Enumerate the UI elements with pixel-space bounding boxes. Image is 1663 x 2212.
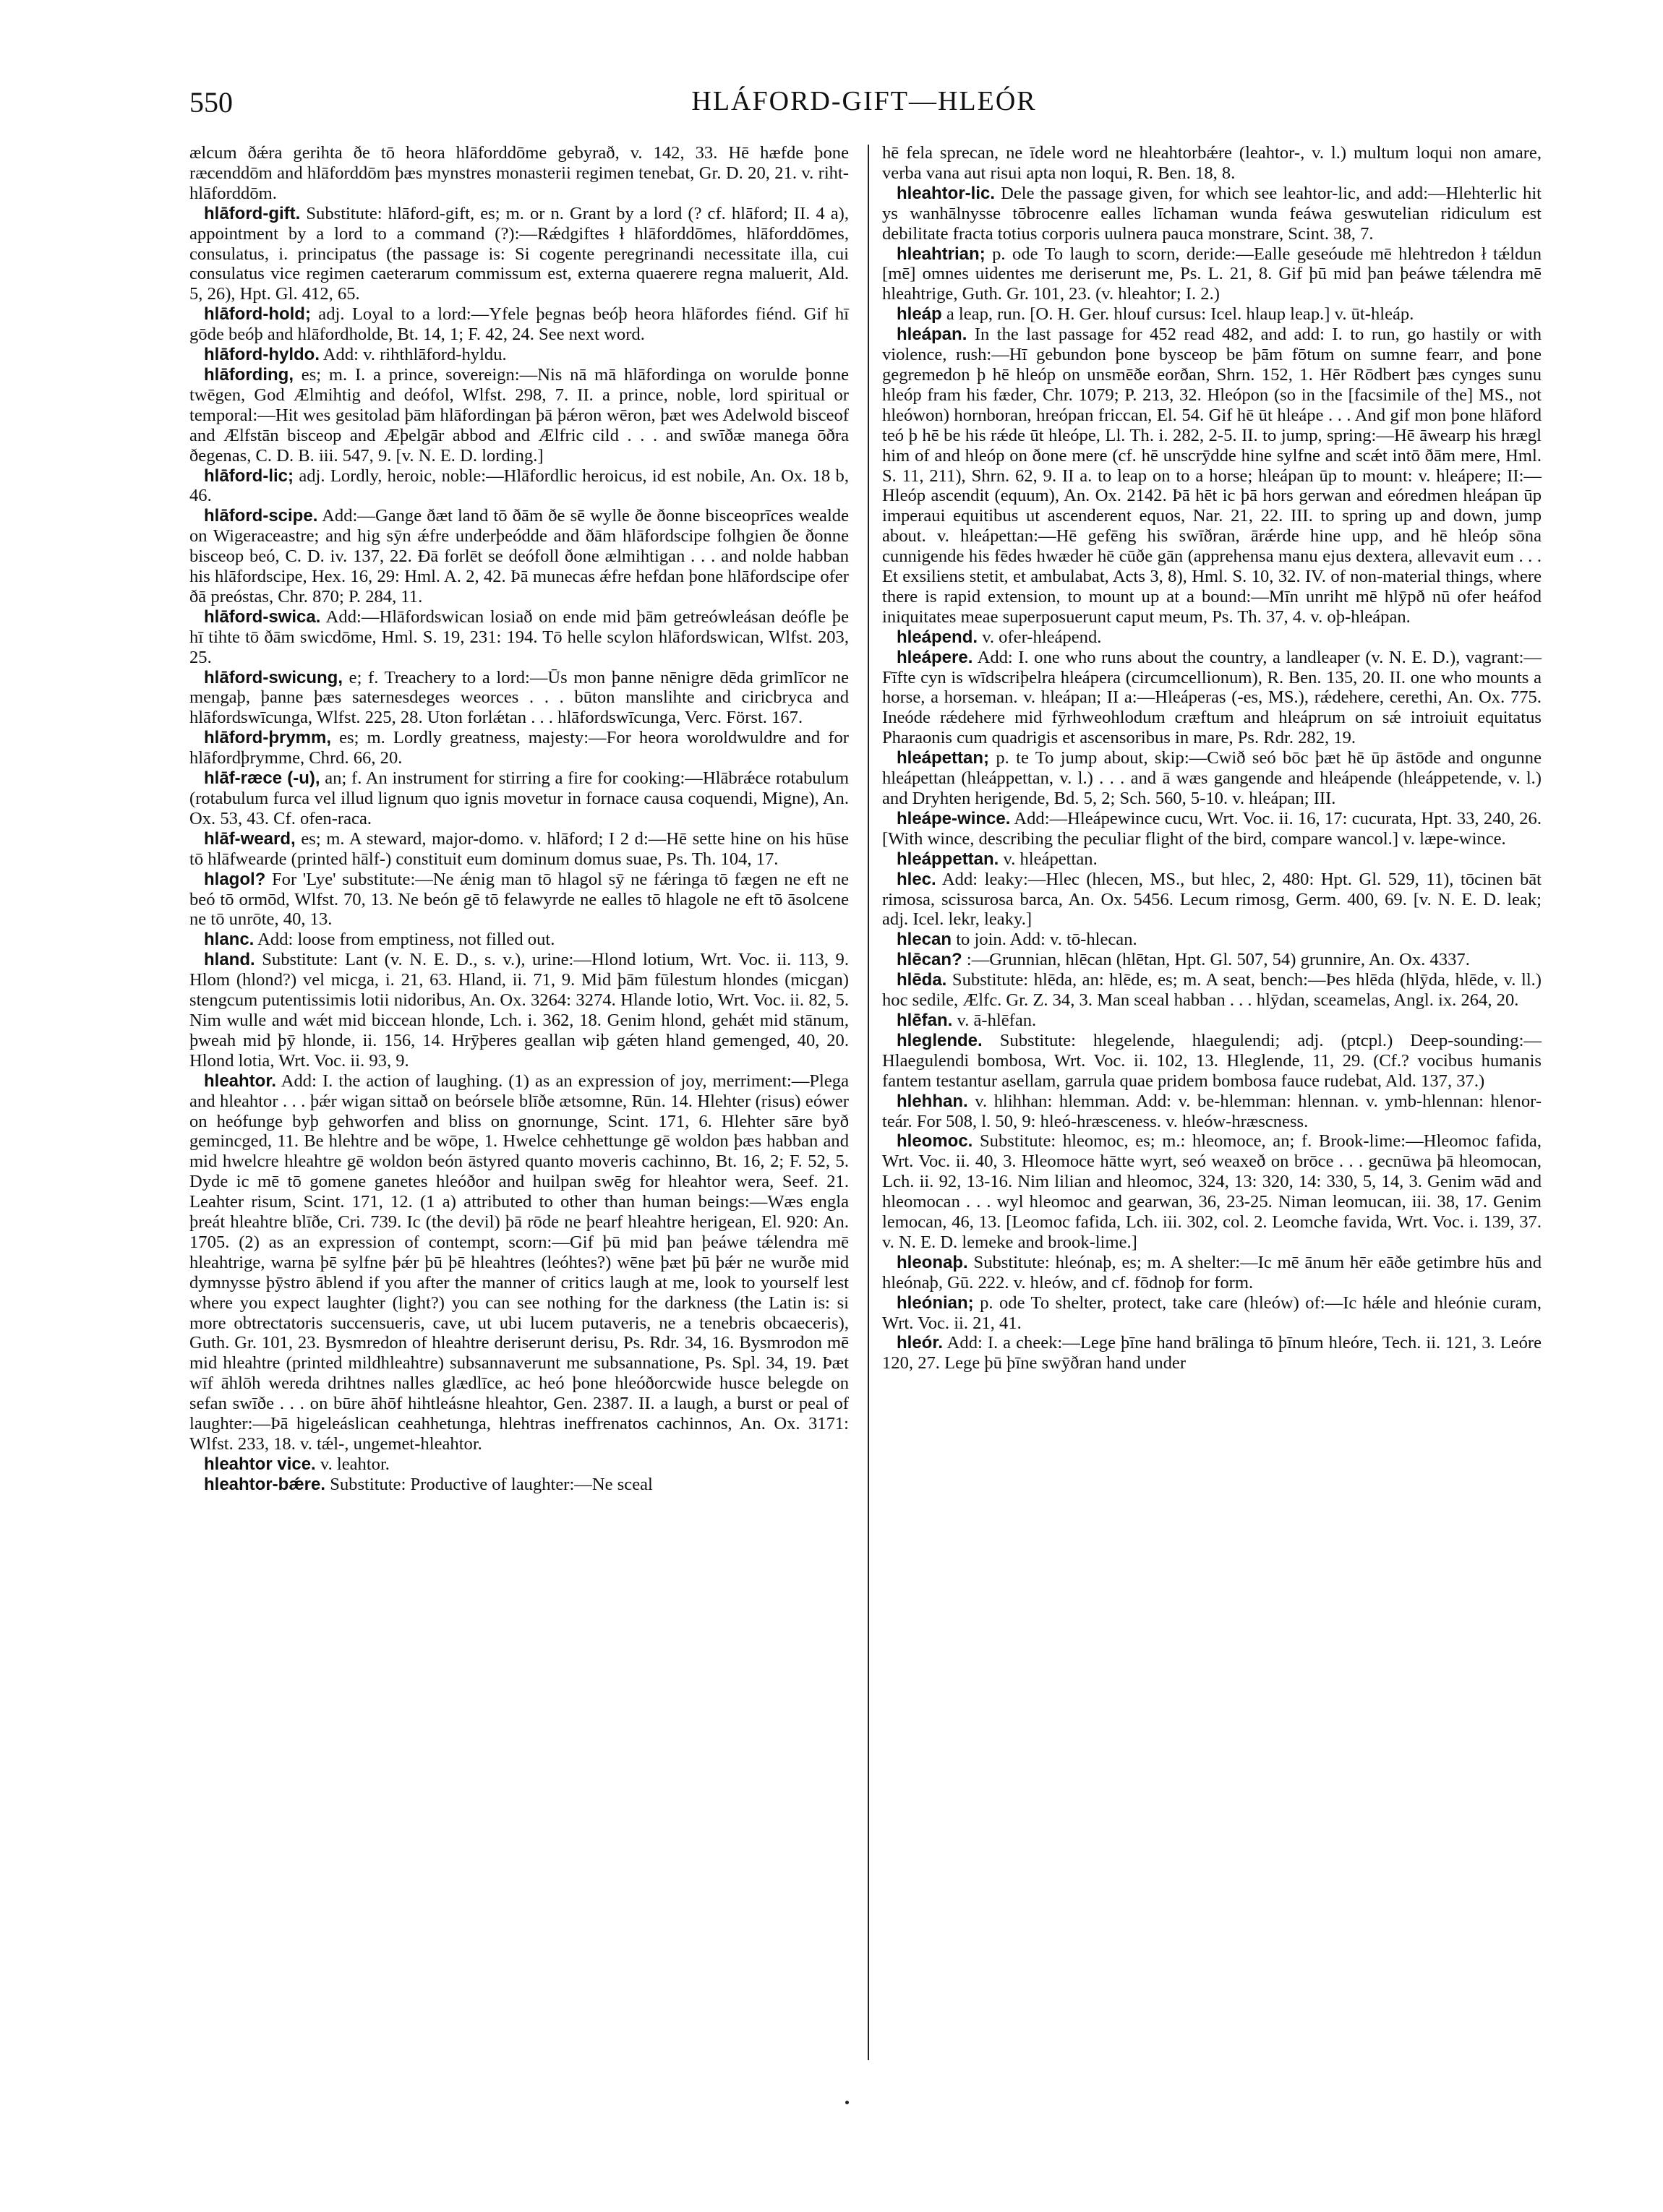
entry-text: es; m. A steward, major-domo. v. hlāford; I 2 d:—Hē sette hine on his hūse tō hlāfwearde (printed hālf-) constituit eum dominum domus suae, Ps. Th. 104, 17.: [189, 828, 849, 869]
left-column: [189, 143, 849, 1495]
entry-text: :—Grunnian, hlēcan (hlētan, Hpt. Gl. 507, 54) grunnire, An. Ox. 4337.: [966, 950, 1470, 970]
dictionary-entry: [189, 829, 849, 870]
entry-text: p. te To jump about, skip:—Cwið seó bōc þæt hē ūp āstōde and ongunne hleápettan (hleáppettan, v. l.) . . . and ā wæs gangende and hleápende (hleáppetende, v. l.) and Dryhten herigende, Bd. 5, 2; Sch. 560, 5-10. v. hleápan; III.: [882, 748, 1542, 808]
dictionary-entry: [882, 304, 1542, 325]
entry-headword: hleahtor.: [204, 1071, 277, 1091]
entry-headword: hlāford-hold;: [204, 304, 311, 325]
dictionary-entry: [189, 304, 849, 345]
entry-headword: hlāford-þrymm,: [204, 728, 332, 748]
entry-headword: hleglende.: [897, 1030, 983, 1050]
entry-text: e; f. Treachery to a lord:—Ūs mon þanne nēnigre dēda grimlīcor ne mengaþ, þanne þæs saternesdeges weorces . . . būton manslihte and ciricbryca and hlāfordswīcunga, Wlfst. 225, 28. Uton forlǽtan . . . hlāfordswīcunga, Verc. Först. 167.: [189, 667, 849, 728]
entry-headword: hleahtor-bǽre.: [204, 1474, 326, 1494]
entry-headword: hleápe-wince.: [897, 808, 1011, 828]
entry-text: es; m. Lordly greatness, majesty:—For heora woroldwuldre and for hlāfordþrymme, Chrd. 66, 20.: [189, 728, 849, 768]
entry-headword: hlagol?: [204, 869, 266, 889]
entry-headword: hleáppettan.: [897, 849, 999, 869]
entry-text: Substitute: Lant (v. N. E. D., s. v.), urine:—Hlond lotium, Wrt. Voc. ii. 113, 9. Hlom (hlond?) vel micga, i. 21, 63. Hland, ii. 71, 9. Mid þām fūlestum hlondes (micgan) stengcum putentissimis lotii nidoribus, An. Ox. 3264: 3274. Hlande lotio, Wrt. Voc. ii. 82, 5. Nim wulle and wǽt mid biccean hlonde, Lch. i. 362, 18. Genim hlond, gehǽt mid stānum, þweah mid þȳ hlonde, ii. 156, 14. Hrȳþeres geallan wiþ gǽten hland gemenged, 40, 20. Hlond lotia, Wrt. Voc. ii. 93, 9.: [189, 950, 850, 1071]
dictionary-entry: [882, 184, 1542, 244]
entry-headword: hleápettan;: [897, 748, 990, 768]
entry-headword: hlēda.: [897, 970, 947, 990]
entry-headword: hlāford-gift.: [204, 203, 301, 223]
entry-headword: hlanc.: [204, 930, 255, 950]
dictionary-entry: [189, 1475, 849, 1495]
dictionary-entry: [882, 870, 1542, 930]
entry-headword: hland.: [204, 950, 255, 970]
entry-text: Substitute: hlegelende, hlaegulendi; adj. (ptcpl.) Deep-sounding:—Hlaegulendi bombosa, Wrt. Voc. ii. 102, 13. Hleglende, 11, 29. (Cf.? vocibus humanis fantem testantur asellam, garrula quae pridem bombosa fauce rudebat, Ald. 137, 37.): [882, 1030, 1542, 1091]
dictionary-entry: [189, 607, 849, 668]
entry-headword: hlēcan?: [897, 950, 962, 970]
dictionary-entry: [882, 1253, 1542, 1293]
dictionary-entry: [882, 143, 1542, 184]
dictionary-entry: [189, 506, 849, 607]
entry-headword: hleáp: [897, 304, 942, 325]
dictionary-entry: [189, 143, 849, 204]
dictionary-entry: [882, 748, 1542, 809]
entry-headword: hleonaþ.: [897, 1252, 968, 1272]
entry-text: es; m. I. a prince, sovereign:—Nis nā mā hlāfordinga on worulde þonne twēgen, God Ælmihtig and deófol, Wlfst. 298, 7. II. a prince, noble, lord spiritual or temporal:—Hit wes gesitolad þām hlāfordingan þā þǽron wēron, þæt wes Adelwold bisceof and Ælfstān bisceop and Æþelgār abbod and Ælfric cild . . . and swīðæ manega ōðra ðegenas, C. D. B. iii. 547, 9. [v. N. E. D. lording.]: [189, 364, 849, 466]
entry-headword: hleahtor-lic.: [897, 183, 996, 203]
entry-headword: hleahtor vice.: [204, 1454, 316, 1474]
entry-text: v. hleápettan.: [1003, 849, 1098, 869]
entry-text: In the last passage for 452 read 482, and add: I. to run, go hastily or with violence, rush:—Hī gebundon þone bysceop be þām fōtum on sumne fearr, and þone gegremedon þ hē hleóp on unsmēðe eorðan, Shrn. 152, 1. Hēr Rōdbert þæs cynges sunu hleóp fram his fæder, Chr. 1079; P. 213, 32. Hleópon (so in the [facsimile of the] MS., not hleówon) hornboran, hreópan friccan, El. 54. Gif hē ūt hleápe . . . And gif mon þone hlāford teó þ hē be his rǽde ūt hleópe, Ll. Th. i. 282, 2-5. II. to jump, spring:—Hē āwearp his hrægl him of and hleóp on ðone mere (cf. hē unscrȳdde hine sylfne and scǽt intō ðām mere, Hml. S. 11, 211), Shrn. 62, 9. II a. to leap on to a horse; hleápan ūp to mount: v. hleápere; II:—Hleóp ascendit (equum), An. Ox. 2142. Þā hēt ic þā hors gerwan and eóredmen hleápan ūp imperaui equitibus ut ascenderent equos, Nar. 21, 22. III. to spring up and down, jump about. v. hleápettan:—Hē gefēng his swīðran, ārǽrde hine upp, and hē hleóp sōna cunnigende his fēdes hwæder hē cūðe gān (apprehensa manu ejus dextera, allevavit eum . . . Et exsiliens stetit, et ambulabat, Acts 3, 8), Hml. S. 10, 32. IV. of non-material things, where there is rapid extension, to mount up at a bound:—Mīn unriht mē hlȳpð nū ofer heáfod iniquitates meae superposuerunt caput meum, Ps. Th. 37, 4. v. oþ-hleápan.: [882, 325, 1542, 627]
dictionary-entry: [189, 668, 849, 729]
entry-headword: hleónian;: [897, 1293, 974, 1313]
entry-text: For 'Lye' substitute:—Ne ǽnig man tō hlagol sȳ ne fǽringa tō fægen ne eft ne beó tō ormōd, Wlfst. 70, 13. Ne beón gē tō felawyrde ne ealles tō hlagole ne eft tō āsolcene ne tō unrōte, 40, 13.: [189, 869, 849, 930]
entry-text: Add: v. rihthlāford-hyldu.: [322, 345, 507, 365]
dictionary-entry: [189, 1454, 849, 1475]
dictionary-entry: [882, 950, 1542, 970]
entry-headword: hlāford-hyldo.: [204, 345, 320, 365]
entry-headword: hlāford-swicung,: [204, 667, 343, 687]
entry-headword: hlāford-lic;: [204, 466, 294, 486]
entry-text: p. ode To laugh to scorn, deride:—Ealle geseóude mē hlehtredon ł tǽldun [mē] omnes uidentes me deriserunt me, Ps. L. 21, 8. Gif þū mid þan þeáwe tǽlendra mē hleahtrige, Guth. Gr. 101, 23. (v. hleahtor; I. 2.): [882, 244, 1542, 304]
entry-headword: hlecan: [897, 930, 952, 950]
page-number: 550: [189, 86, 233, 119]
entry-headword: hleomoc.: [897, 1131, 973, 1152]
entry-headword: hlāford-scipe.: [204, 506, 318, 526]
dictionary-entry: [189, 345, 849, 365]
entry-text: Dele the passage given, for which see leahtor-lic, and add:—Hlehterlic hit ys wanhālnysse tōbrocenre ealles līchaman wunda feáwa geswutelian ridiculum est debilitate fracta totius corporis uulnera pauca monstrare, Scint. 38, 7.: [882, 183, 1542, 244]
dictionary-entry: [882, 1011, 1542, 1031]
entry-text: p. ode To shelter, protect, take care (hleów) of:—Ic hǽle and hleónie curam, Wrt. Voc. ii. 21, 41.: [882, 1293, 1542, 1333]
entry-text: to join. Add: v. tō-hlecan.: [956, 930, 1137, 950]
running-title: HLÁFORD-GIFT—HLEÓR: [691, 86, 1037, 116]
dictionary-entry: [882, 627, 1542, 648]
dictionary-entry: [882, 1293, 1542, 1334]
entry-text: Add: I. a cheek:—Lege þīne hand brālinga tō þīnum hleóre, Tech. ii. 121, 3. Leóre 120, 27. Lege þū þīne swȳðran hand under: [882, 1333, 1542, 1373]
entry-text: v. hlihhan: hlemman. Add: v. be-hlemman: hlennan. v. ymb-hlennan: hlenor-teár. For 508, l. 50, 9: hleó-hræsceness. v. hleów-hræscness.: [882, 1091, 1542, 1131]
dictionary-entry: [882, 970, 1542, 1011]
entry-headword: hlehhan.: [897, 1091, 968, 1111]
entry-headword: hlāf-ræce (-u),: [204, 768, 320, 789]
dictionary-entry: [189, 1071, 849, 1454]
entry-headword: hleápan.: [897, 325, 967, 345]
entry-headword: hlāford-swica.: [204, 606, 321, 627]
footer-mark: [845, 2101, 849, 2104]
entry-text: Substitute: hleomoc, es; m.: hleomoce, an; f. Brook-lime:—Hleomoc fafida, Wrt. Voc. ii. 40, 3. Hleomoce hātte wyrt, seó weaxeð on brōce . . . gecnūwa þā hleomocan, Lch. ii. 92, 13-16. Nim lilian and hleomoc, 324, 13: 320, 14: 330, 5, 14, 3. Genim wād and hleomocan . . . wyl hleomoc and gearwan, 36, 23-25. Niman leomucan, iii. 38, 17. Genim lemocan, 46, 13. [Leomoc fafida, Lch. iii. 302, col. 2. Leomche favida, Wrt. Voc. i. 139, 37. v. N. E. D. lemeke and brook-lime.]: [882, 1131, 1542, 1252]
dictionary-entry: [189, 870, 849, 930]
dictionary-entry: [882, 1333, 1542, 1373]
entry-headword: hleahtrian;: [897, 244, 986, 264]
entry-headword: hlāf-weard,: [204, 828, 296, 849]
entry-text: Add: loose from emptiness, not filled out.: [257, 930, 555, 950]
entry-text: Substitute: Productive of laughter:—Ne sceal: [330, 1474, 653, 1494]
dictionary-entry: [882, 930, 1542, 950]
dictionary-entry: [882, 849, 1542, 870]
entry-text: ælcum ðǽra gerihta ðe tō heora hlāforddōme gebyrað, v. 142, 33. Hē hæfde þone ræcenddōm and hlāforddōm þæs mynstres monasterii regimen tenebat, Gr. D. 20, 21. v. riht-hlāforddōm.: [189, 143, 849, 203]
dictionary-entry: [189, 930, 849, 950]
column-divider: [868, 145, 869, 2060]
entry-headword: hleápere.: [897, 647, 973, 667]
dictionary-entry: [189, 950, 849, 1071]
entry-text: Add: I. the action of laughing. (1) as an expression of joy, merriment:—Plega and hleahtor . . . þǽr wigan sittað on beórsele blīðe ætsomne, Rūn. 14. Hlehter (risus) eówer on heófunge byþ gehworfen and bliss on gnornunge, Scint. 171, 6. Hlehter sāre byð gemincged, 11. Be hlehtre and be wōpe, 1. Hwelce cehhettunge gē woldon þæs habban and mid hwelcre hleahtre gē woldon beón āstyred quanto moveris cachinno, Bt. 16, 2; F. 52, 5. Dyde ic mē tō gomene ganetes hleóðor and huilpan swēg for hleahtor wera, Seef. 21. Leahter risum, Scint. 171, 12. (1 a) attributed to other than human beings:—Wæs engla þreát hleahtre blīðe, Cri. 739. Ic (the devil) þā rōde ne þearf hleahtre herigean, El. 920: An. 1705. (2) as an expression of contempt, scorn:—Gif þū mid þan þeáwe tǽlendra mē hleahtrige, warna þē sylfne þǽr þū þē hleahtres (leóhtes?) wēne þæt þū þǽr ne wurðe mid dymnysse þȳstro āblend if you after the manner of critics laugh at me, look to yourself lest where you expect laughter (light?) you can see nothing for the darkness (the Latin is: si more obtrectatoris succensueris, cave, ut ubi lucem putaveris, ne a tenebris obcaeceris), Guth. Gr. 101, 23. Bysmredon of hleahtre deriserunt derisu, Ps. Rdr. 34, 16. Bysmrodon mē mid hleahtre (printed mildhleahtre) subsannaverunt me subsannatione, Ps. Spl. 34, 19. Þæt wīf āhlōh wereda drihtnes nalles glædlīce, ac heó þone hleóðorcwide husce belegde on sefan swīðe . . . on būre āhōf hihtleásne hleahtor, Gen. 2387. II. a laugh, a burst or peal of laughter:—Þā higeleáslican ceahhetunga, hlehtras ineffrenatos cachinnos, An. Ox. 3171: Wlfst. 233, 18. v. tǽl-, ungemet-hleahtor.: [189, 1071, 850, 1454]
entry-text: Add:—Gange ðæt land tō ðām ðe sē wylle ðe ðonne bisceoprīces wealde on Wigeraceastre; and hig sȳn ǽfre underþeódde and ðām hlāfordscipe folhgien ðe ðonne bisceop beó, C. D. iv. 137, 22. Ðā forlēt se deófoll ðone ælmihtigan . . . and nolde habban his hlāfordscipe, Hex. 16, 29: Hml. A. 2, 42. Þā munecas ǽfre hefdan þone hlāfordscipe ofer ðā preóstas, Chr. 870; P. 284, 11.: [189, 506, 849, 606]
entry-text: an; f. An instrument for stirring a fire for cooking:—Hlābrǽce rotabulum (rotabulum furca vel illud lignum quo ignis movetur in fornace causa coquendi, Migne), An. Ox. 53, 43. Cf. ofen-raca.: [189, 768, 849, 828]
dictionary-entry: [882, 244, 1542, 305]
right-column: [882, 143, 1542, 1373]
dictionary-entry: [882, 325, 1542, 627]
entry-headword: hleápend.: [897, 627, 978, 647]
dictionary-entry: [882, 1031, 1542, 1092]
entry-text: Add: I. one who runs about the country, a landleaper (v. N. E. D.), vagrant:—Fīfte cyn is wīdscriþelra hleápera (circumcellionum), R. Ben. 135, 20. II. one who mounts a horse, a horseman. v. hleápan; II a:—Hleáperas (-es, MS.), rǽdehere, cerethi, An. Ox. 775. Ineóde rǽdehere mid fȳrhweohlodum cræftum and hleáprum on sǽ introiuit equitatus Pharaonis cum quadrigis et ascensoribus in mare, Ps. Rdr. 282, 19.: [882, 647, 1542, 748]
entry-text: adj. Loyal to a lord:—Yfele þegnas beóþ heora hlāfordes fiénd. Gif hī gōde beóþ and hlāfordholde, Bt. 14, 1; F. 42, 24. See next word.: [189, 304, 849, 345]
entry-text: Substitute: hleónaþ, es; m. A shelter:—Ic mē ānum hēr eāðe getimbre hūs and hleónaþ, Gū. 222. v. hleów, and cf. fōdnoþ for form.: [882, 1252, 1542, 1293]
dictionary-entry: [189, 768, 849, 829]
entry-text: hē fela sprecan, ne īdele word ne hleahtorbǽre (leahtor-, v. l.) multum loqui non amare, verba vana aut risui apta non loqui, R. Ben. 18, 8.: [882, 143, 1542, 183]
dictionary-entry: [882, 1092, 1542, 1132]
dictionary-entry: [882, 648, 1542, 749]
entry-text: Substitute: hlēda, an: hlēde, es; m. A seat, bench:—Þes hlēda (hlȳda, hlēde, v. ll.) hoc sedile, Ælfc. Gr. Z. 34, 3. Man sceal habban . . . hlȳdan, sceamelas, Angl. ix. 264, 20.: [882, 970, 1542, 1011]
entry-text: Add: leaky:—Hlec (hlecen, MS., but hlec, 2, 480: Hpt. Gl. 529, 11), tōcinen bāt rimosa, scissurosa barca, An. Ox. 5456. Lecum rimosg, Germ. 400, 69. [v. N. E. D. leak; adj. Icel. lekr, leaky.]: [882, 869, 1542, 930]
dictionary-entry: [189, 365, 849, 466]
dictionary-entry: [882, 1131, 1542, 1252]
entry-text: v. ā-hlēfan.: [957, 1010, 1037, 1030]
page-header: [189, 85, 1539, 129]
entry-text: Substitute: hlāford-gift, es; m. or n. Grant by a lord (? cf. hlāford; II. 4 a), appointment by a lord to a command (?):—Rǽdgiftes ł hlāforddōmes, hlāforddōmes, consulatus, i. principatus (the passage is: Si cogente peregrinandi necessitate illa, cui consulatus vice regimen caeterarum commissum est, externa quaerere regna maluerit, Ald. 5, 26), Hpt. Gl. 412, 65.: [189, 203, 849, 304]
entry-headword: hlāfording,: [204, 364, 294, 385]
entry-text: Add:—Hleápewince cucu, Wrt. Voc. ii. 16, 17: cucurata, Hpt. 33, 240, 26. [With wince, describing the peculiar flight of the bird, compare wancol.] v. læpe-wince.: [882, 808, 1542, 849]
dictionary-entry: [189, 466, 849, 507]
entry-text: a leap, run. [O. H. Ger. hlouf cursus: Icel. hlaup leap.] v. ūt-hleáp.: [946, 304, 1414, 325]
entry-headword: hlec.: [897, 869, 936, 889]
entry-text: v. ofer-hleápend.: [982, 627, 1102, 647]
dictionary-entry: [189, 728, 849, 768]
entry-headword: hleór.: [897, 1333, 944, 1353]
dictionary-entry: [882, 809, 1542, 849]
entry-text: Add:—Hlāfordswican losiað on ende mid þām getreówleásan deófle þe hī tihte tō ðām swicdōme, Hml. S. 19, 231: 194. Tō helle scylon hlāfordswican, Wlfst. 203, 25.: [189, 606, 849, 667]
entry-text: v. leahtor.: [320, 1454, 390, 1474]
entry-headword: hlēfan.: [897, 1010, 953, 1030]
dictionary-entry: [189, 204, 849, 305]
entry-text: adj. Lordly, heroic, noble:—Hlāfordlic heroicus, id est nobile, An. Ox. 18 b, 46.: [189, 466, 850, 506]
